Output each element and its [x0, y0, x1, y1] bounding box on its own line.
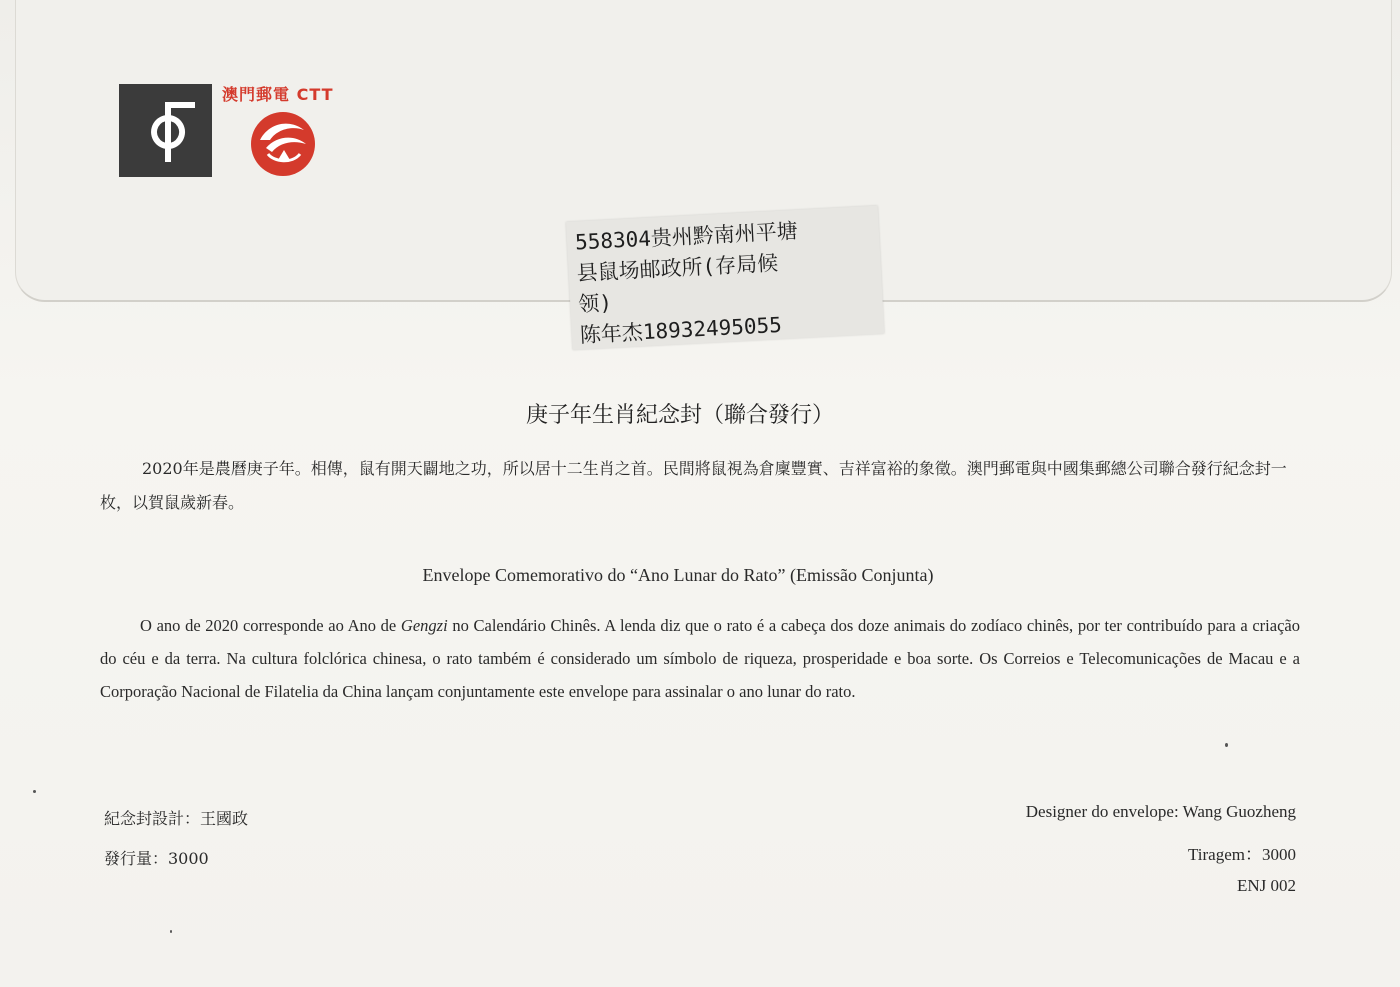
address-line-3: 领)	[577, 290, 613, 317]
ctt-brand-en: CTT	[296, 85, 334, 104]
issue-quantity-chinese: 發行量：3000	[104, 849, 209, 868]
designer-chinese: 紀念封設計：王國政	[104, 809, 249, 828]
designer-portuguese: Designer do envelope: Wang Guozheng	[1025, 802, 1296, 821]
ctt-emblem-icon	[248, 110, 318, 178]
paragraph-portuguese	[100, 609, 1300, 708]
envelope-code: ENJ 002	[1236, 876, 1296, 895]
speck-mark	[33, 790, 36, 793]
address-line-1: 558304贵州黔南州平塘	[574, 218, 799, 255]
ctt-brand-cn: 澳門郵電	[222, 85, 291, 104]
tiragem-portuguese: Tiragem：3000	[1188, 845, 1296, 864]
ctt-brand-text	[222, 82, 334, 105]
macau-post-logo	[119, 84, 212, 177]
macau-post-logo-icon	[119, 84, 212, 177]
paragraph-pt-part-1: O ano de 2020 corresponde ao Ano de	[140, 616, 401, 635]
paragraph-chinese: 2020年是農曆庚子年。相傳，鼠有開天闢地之功，所以居十二生肖之首。民間將鼠視為倉廩豐實、吉祥富裕的象徵。澳門郵電與中國集郵總公司聯合發行紀念封一枚，以賀鼠歲新春。	[100, 459, 1287, 512]
paragraph-pt-part-2: no Calendário Chinês. A lenda diz que o rato é a cabeça dos doze animais do zodíaco chinês, por ter contribuído para a criação do céu e da terra. Na cultura folclórica chinesa, o rato também é considerado um símbolo de riqueza, prosperidade e boa sorte. Os Correios e Telecomunicações de Macau e a Corporação Nacional de Filatelia da China lançam conjuntamente este envelope para assinalar o ano lunar do rato.	[100, 616, 1300, 701]
address-label	[566, 206, 884, 350]
address-line-2: 县鼠场邮政所(存局候	[576, 250, 779, 286]
speck-mark	[1225, 743, 1228, 747]
speck-mark	[170, 930, 172, 933]
address-line-4: 陈年杰18932495055	[579, 312, 783, 348]
title-portuguese: Envelope Comemorativo do “Ano Lunar do Rato” (Emissão Conjunta)	[422, 565, 934, 585]
paragraph-pt-term: Gengzi	[400, 616, 448, 635]
title-chinese: 庚子年生肖紀念封（聯合發行）	[525, 403, 834, 428]
